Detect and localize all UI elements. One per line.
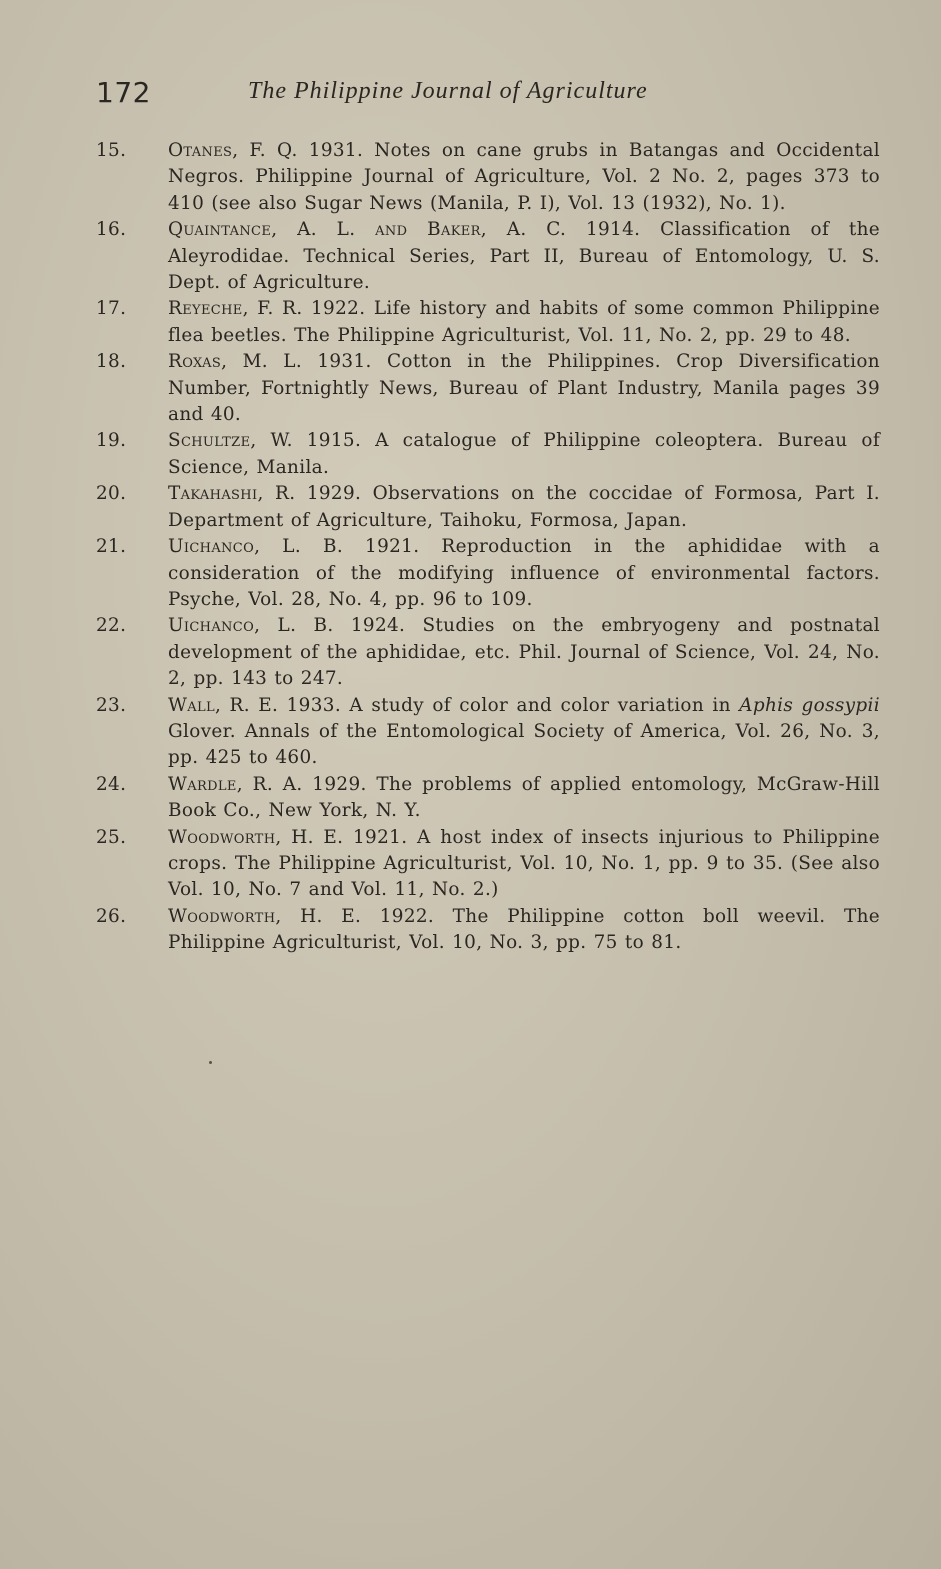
reference-text: 1929. Observations on the coccidae of Formosa, Part I. Department of Agriculture, Taihoku, Formosa, Japan. xyxy=(168,483,880,531)
reference-author: Uichanco, L. B. xyxy=(168,615,334,637)
reference-number: 18. xyxy=(96,351,127,373)
reference-item-17 xyxy=(96,296,880,349)
reference-author: Quaintance, A. L. and Baker, A. C. xyxy=(168,219,567,241)
reference-number: 17. xyxy=(96,298,127,320)
reference-number: 26. xyxy=(96,905,127,927)
reference-author: Woodworth, H. E. xyxy=(168,826,344,848)
reference-number: 19. xyxy=(96,430,127,452)
reference-text: 1922. The Philippine cotton boll weevil. The Philippine Agriculturist, Vol. 10, No. 3, pp. 75 to 81. xyxy=(168,905,880,954)
reference-author: Otanes, F. Q. xyxy=(168,140,298,161)
species-name: Aphis gossypii xyxy=(739,694,880,716)
reference-item-20 xyxy=(96,481,880,534)
reference-author: Roxas, M. L. xyxy=(168,351,303,373)
reference-item-22 xyxy=(96,613,880,692)
reference-author: Schultze, W. xyxy=(168,430,293,452)
reference-item-26 xyxy=(96,904,880,957)
reference-number: 16. xyxy=(96,219,127,241)
reference-text: 1924. Studies on the embryogeny and postnatal development of the aphididae, etc. Phil. Journal of Science, Vol. 24, No. 2, pp. 143 to 247. xyxy=(168,615,880,690)
paper-speck xyxy=(209,1061,212,1064)
reference-author: Reyeche, F. R. xyxy=(168,298,303,320)
reference-author: Wardle, R. A. xyxy=(168,773,303,795)
reference-number: 23. xyxy=(96,694,127,716)
reference-item-16 xyxy=(96,217,880,296)
reference-text: 1929. The problems of applied entomology, McGraw-Hill Book Co., New York, N. Y. xyxy=(168,773,880,822)
reference-list xyxy=(96,138,880,957)
reference-item-19 xyxy=(96,428,880,481)
reference-text: 1915. A catalogue of Philippine coleoptera. Bureau of Science, Manila. xyxy=(168,430,880,478)
reference-item-23 xyxy=(96,693,880,772)
reference-author: Uichanco, L. B. xyxy=(168,536,344,558)
reference-item-21 xyxy=(96,534,880,613)
reference-item-25 xyxy=(96,825,880,904)
reference-number: 22. xyxy=(96,615,127,637)
page-number: 172 xyxy=(96,76,151,109)
reference-text: 1914. Classification of the Aleyrodidae. Technical Series, Part II, Bureau of Entomology, U. S. Dept. of Agriculture. xyxy=(168,219,881,294)
reference-text: 1933. A study of color and color variation in xyxy=(286,694,731,716)
reference-item-18 xyxy=(96,349,880,428)
reference-item-15 xyxy=(96,138,880,217)
reference-item-24 xyxy=(96,772,880,825)
journal-title: The Philippine Journal of Agriculture xyxy=(248,78,648,104)
reference-author: Wall, R. E. xyxy=(168,694,279,716)
reference-text: 1922. Life history and habits of some common Philippine flea beetles. The Philippine Agriculturist, Vol. 11, No. 2, pp. 29 to 48. xyxy=(168,298,880,346)
reference-text: 1931. Cotton in the Philippines. Crop Diversification Number, Fortnightly News, Bureau of Plant Industry, Manila pages 39 and 40. xyxy=(168,351,880,426)
reference-number: 21. xyxy=(96,536,127,558)
reference-author: Takahashi, R. xyxy=(168,483,296,505)
page-header xyxy=(96,76,886,120)
reference-text: Glover. Annals of the Entomological Society of America, Vol. 26, No. 3, pp. 425 to 460. xyxy=(168,720,880,769)
reference-number: 20. xyxy=(96,483,127,505)
reference-number: 25. xyxy=(96,826,127,848)
reference-text: 1921. Reproduction in the aphididae with a consideration of the modifying influence of environmental factors. Psyche, Vol. 28, No. 4, pp. 96 to 109. xyxy=(168,536,880,610)
reference-number: 24. xyxy=(96,773,127,795)
reference-text: 1921. A host index of insects injurious to Philippine crops. The Philippine Agriculturist, Vol. 10, No. 1, pp. 9 to 35. (See also Vol. 10, No. 7 and Vol. 11, No. 2.) xyxy=(168,826,880,901)
reference-text: 1931. Notes on cane grubs in Batangas and Occidental Negros. Philippine Journal of Agriculture, Vol. 2 No. 2, pages 373 to 410 (see also Sugar News (Manila, P. I), Vol. 13 (1932), No. 1). xyxy=(168,140,880,214)
reference-number: 15. xyxy=(96,140,127,161)
reference-author: Woodworth, H. E. xyxy=(168,905,362,927)
